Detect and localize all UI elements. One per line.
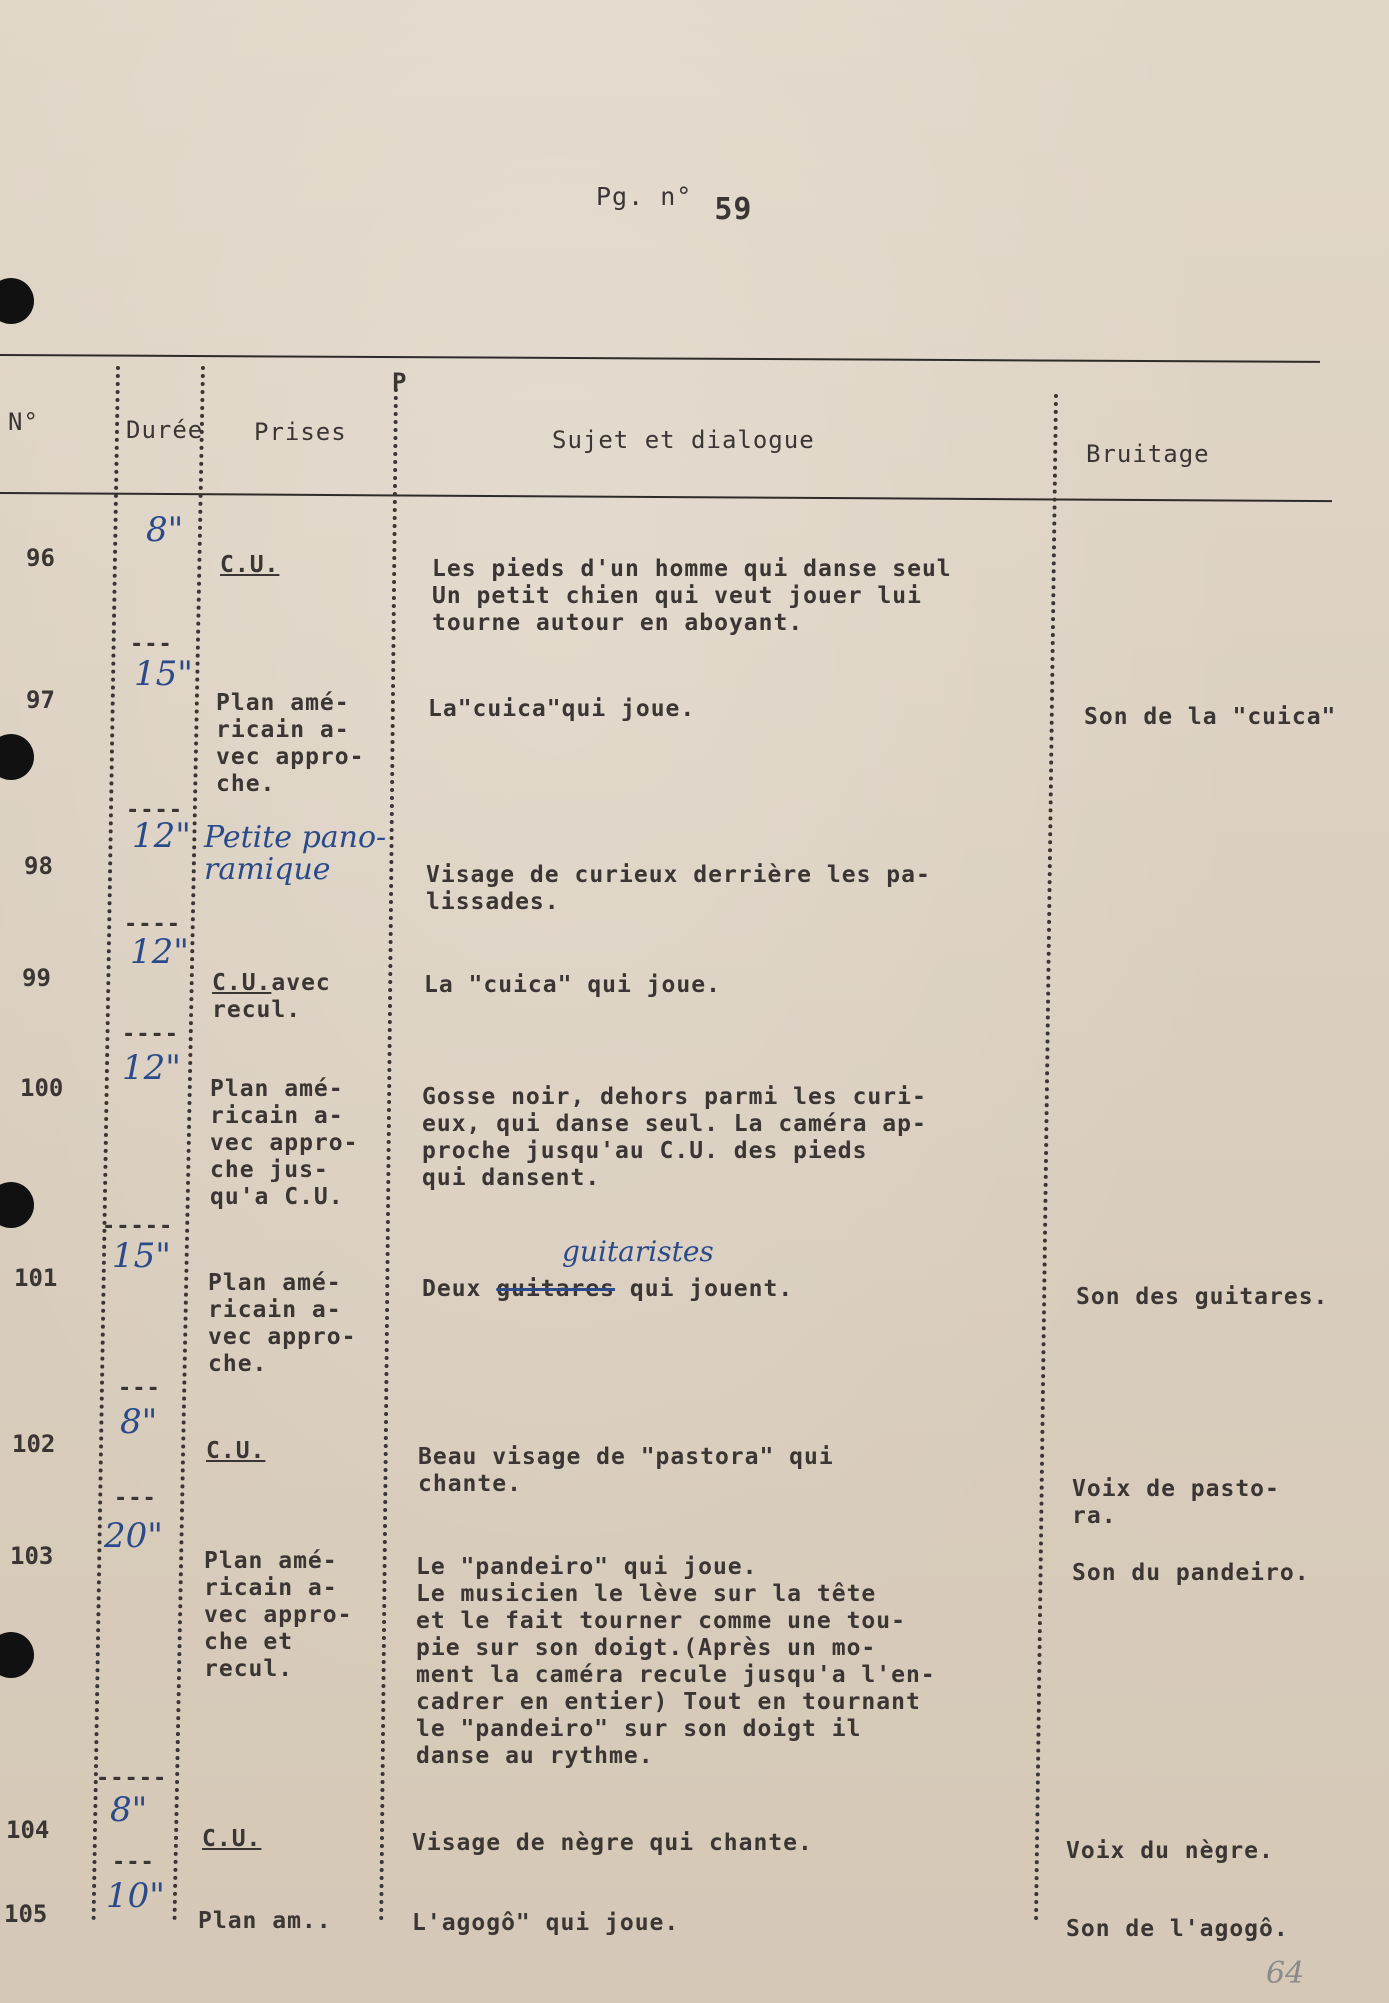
prises-cell: Plan am.. bbox=[198, 1908, 332, 1934]
page-number: 59 bbox=[714, 192, 753, 227]
sujet-cell: Beau visage de "pastora" qui chante. bbox=[418, 1444, 834, 1497]
row-separator: ----- bbox=[102, 1214, 174, 1239]
header-p: P bbox=[392, 368, 408, 396]
page-number-header bbox=[596, 178, 753, 227]
sujet-struck-word: guitares bbox=[496, 1276, 616, 1302]
row-number: 104 bbox=[6, 1816, 50, 1844]
prises-cell bbox=[212, 970, 331, 1024]
bruitage-cell: Voix du nègre. bbox=[1066, 1838, 1274, 1864]
prises-cell: Plan amé- ricain a- vec appro- che jus- qu'a C.U. bbox=[210, 1076, 359, 1210]
prises-cell: Plan amé- ricain a- vec appro- che. bbox=[216, 690, 365, 797]
punch-hole bbox=[0, 1182, 34, 1228]
duration: 12" bbox=[122, 1048, 181, 1088]
header-no: N° bbox=[8, 408, 39, 436]
duration: 8" bbox=[146, 510, 184, 550]
sujet-cell: La "cuica" qui joue. bbox=[424, 972, 721, 998]
prises-cell: Plan amé- ricain a- vec appro- che et recul. bbox=[204, 1548, 353, 1682]
row-number: 96 bbox=[26, 544, 55, 572]
duration: 10" bbox=[106, 1876, 165, 1916]
duration: 20" bbox=[104, 1516, 163, 1556]
row-separator: --- bbox=[130, 632, 173, 657]
sujet-cell: Gosse noir, dehors parmi les curi- eux, qui danse seul. La caméra ap- proche jusqu'au C.U. des pieds qui dansent. bbox=[422, 1084, 927, 1191]
sujet-cell: L'agogô" qui joue. bbox=[412, 1910, 680, 1936]
duration: 12" bbox=[132, 816, 191, 856]
prises-rest: avec recul. bbox=[212, 970, 331, 1023]
row-number: 97 bbox=[26, 686, 55, 714]
row-separator: ---- bbox=[126, 798, 183, 823]
row-separator: --- bbox=[114, 1486, 157, 1511]
bruitage-cell: Son de la "cuica" bbox=[1084, 704, 1337, 730]
column-divider bbox=[1034, 394, 1058, 1922]
page-label: Pg. n° bbox=[596, 182, 693, 211]
header-duree: Durée bbox=[126, 416, 204, 444]
duration: 8" bbox=[120, 1402, 158, 1442]
prises-cell: C.U. bbox=[220, 552, 280, 578]
bruitage-cell: Son des guitares. bbox=[1076, 1284, 1329, 1310]
table-top-rule bbox=[0, 354, 1320, 363]
row-number: 103 bbox=[10, 1542, 54, 1570]
sujet-cell bbox=[422, 1276, 793, 1303]
row-separator: ----- bbox=[96, 1766, 168, 1791]
bruitage-cell: Son de l'agogô. bbox=[1066, 1916, 1289, 1942]
punch-hole bbox=[0, 734, 34, 780]
column-divider bbox=[92, 366, 120, 1922]
sujet-cell: Visage de curieux derrière les pa- lissades. bbox=[426, 862, 931, 915]
prises-cell: C.U. bbox=[202, 1826, 262, 1852]
header-sujet: Sujet et dialogue bbox=[552, 426, 815, 454]
prises-cell: Plan amé- ricain a- vec appro- che. bbox=[208, 1270, 357, 1377]
column-divider bbox=[172, 366, 205, 1922]
prises-cell: C.U. bbox=[206, 1438, 266, 1464]
header-bruitage: Bruitage bbox=[1086, 440, 1210, 468]
sujet-text: Deux bbox=[422, 1276, 497, 1302]
row-separator: ---- bbox=[124, 912, 181, 937]
row-number: 100 bbox=[20, 1074, 64, 1102]
handwritten-page-note: 64 bbox=[1266, 1956, 1305, 1991]
row-number: 102 bbox=[12, 1430, 56, 1458]
sujet-cell: Le "pandeiro" qui joue. Le musicien le lève sur la tête et le fait tourner comme une tou- pie sur son doigt.(Après un mo- ment la caméra recule jusqu'a l'en- cadrer en entier) Tout en tournant le "pandeiro" sur son doigt il danse au rythme. bbox=[416, 1554, 936, 1769]
column-divider bbox=[379, 380, 398, 1922]
header-prises: Prises bbox=[254, 418, 347, 446]
sujet-handwritten-insert: guitaristes bbox=[562, 1235, 714, 1268]
row-separator: ---- bbox=[122, 1022, 179, 1047]
punch-hole bbox=[0, 1632, 34, 1678]
row-separator: --- bbox=[112, 1850, 155, 1875]
row-separator: --- bbox=[118, 1376, 161, 1401]
duration: 15" bbox=[134, 654, 193, 694]
prises-handwritten: Petite pano- ramique bbox=[204, 820, 387, 887]
bruitage-cell: Son du pandeiro. bbox=[1072, 1560, 1310, 1586]
row-number: 99 bbox=[22, 964, 51, 992]
duration: 15" bbox=[112, 1236, 171, 1276]
row-number: 98 bbox=[24, 852, 53, 880]
sujet-text: qui jouent. bbox=[615, 1276, 794, 1302]
bruitage-cell: Voix de pasto- ra. bbox=[1072, 1476, 1280, 1529]
row-number: 101 bbox=[14, 1264, 58, 1292]
punch-hole bbox=[0, 278, 34, 324]
prises-cu: C.U. bbox=[212, 970, 272, 996]
row-number: 105 bbox=[4, 1900, 48, 1928]
sujet-cell: Visage de nègre qui chante. bbox=[412, 1830, 813, 1856]
duration: 12" bbox=[130, 932, 189, 972]
sujet-cell: La"cuica"qui joue. bbox=[428, 696, 696, 722]
sujet-cell: Les pieds d'un homme qui danse seul Un petit chien qui veut jouer lui tourne autour en aboyant. bbox=[432, 556, 952, 636]
duration: 8" bbox=[110, 1790, 148, 1830]
